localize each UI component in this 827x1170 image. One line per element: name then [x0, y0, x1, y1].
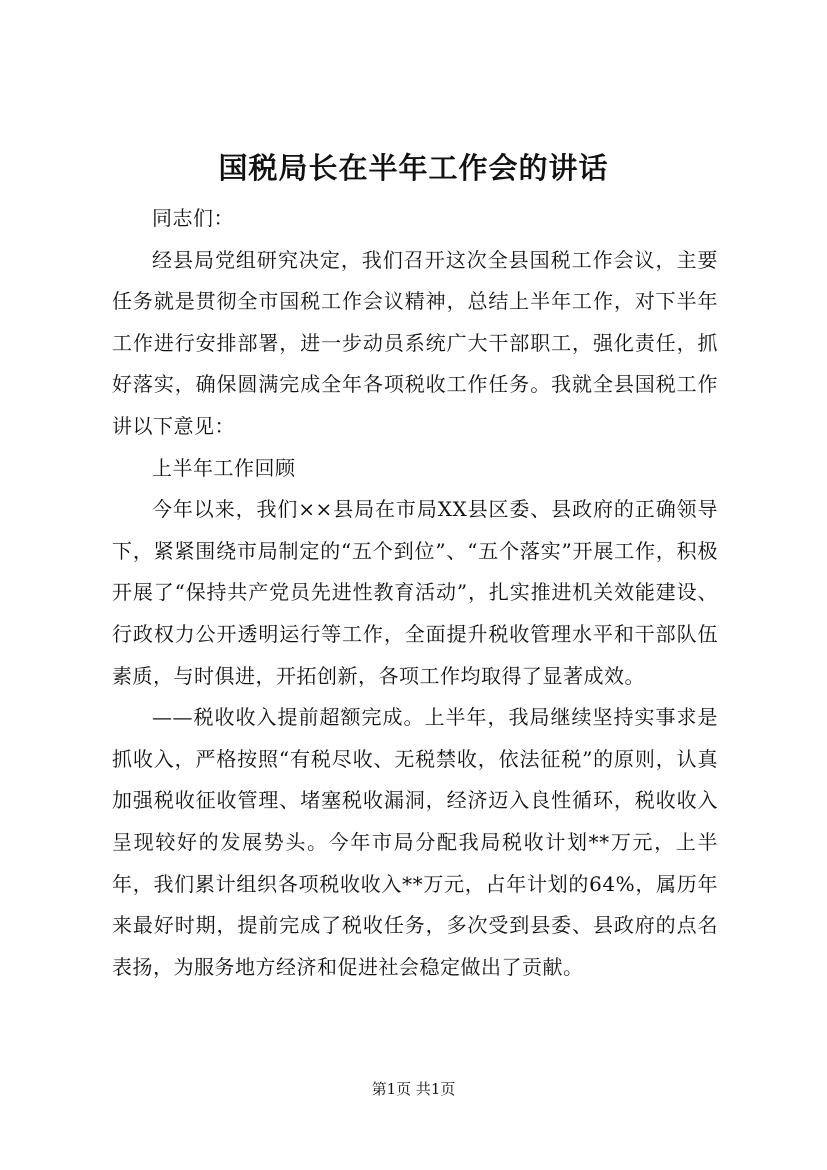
review-paragraph: 今年以来，我们××县局在市局XX县区委、县政府的正确领导下，紧紧围绕市局制定的“五个到位”、“五个落实”开展工作，积极开展了“保持共产党员先进性教育活动”，扎实推进机关效能建设、行政权力公开透明运行等工作，全面提升税收管理水平和干部队伍素质，与时俱进，开拓创新，各项工作均取得了显著成效。 — [112, 497, 718, 688]
intro-paragraph: 经县局党组研究决定，我们召开这次全县国税工作会议，主要任务就是贯彻全市国税工作会议精神，总结上半年工作，对下半年工作进行安排部署，进一步动员系统广大干部职工，强化责任，抓好落实，确保圆满完成全年各项税收工作任务。我就全县国税工作讲以下意见： — [112, 247, 718, 438]
document-body — [112, 198, 718, 988]
salutation-paragraph: 同志们： — [152, 206, 234, 230]
tax-revenue-paragraph: ——税收收入提前超额完成。上半年，我局继续坚持实事求是抓收入，严格按照“有税尽收、无税禁收，依法征税”的原则，认真加强税收征收管理、堵塞税收漏洞，经济迈入良性循环，税收收入呈现较好的发展势头。今年市局分配我局税收计划**万元，上半年，我们累计组织各项税收收入**万元，占年计划的64%，属历年来最好时期，提前完成了税收任务，多次受到县委、县政府的点名表扬，为服务地方经济和促进社会稳定做出了贡献。 — [112, 705, 718, 979]
section-heading: 上半年工作回顾 — [152, 455, 296, 480]
document-title: 国税局长在半年工作会的讲话 — [218, 151, 609, 185]
page-footer: 第1页 共1页 — [371, 1080, 456, 1098]
